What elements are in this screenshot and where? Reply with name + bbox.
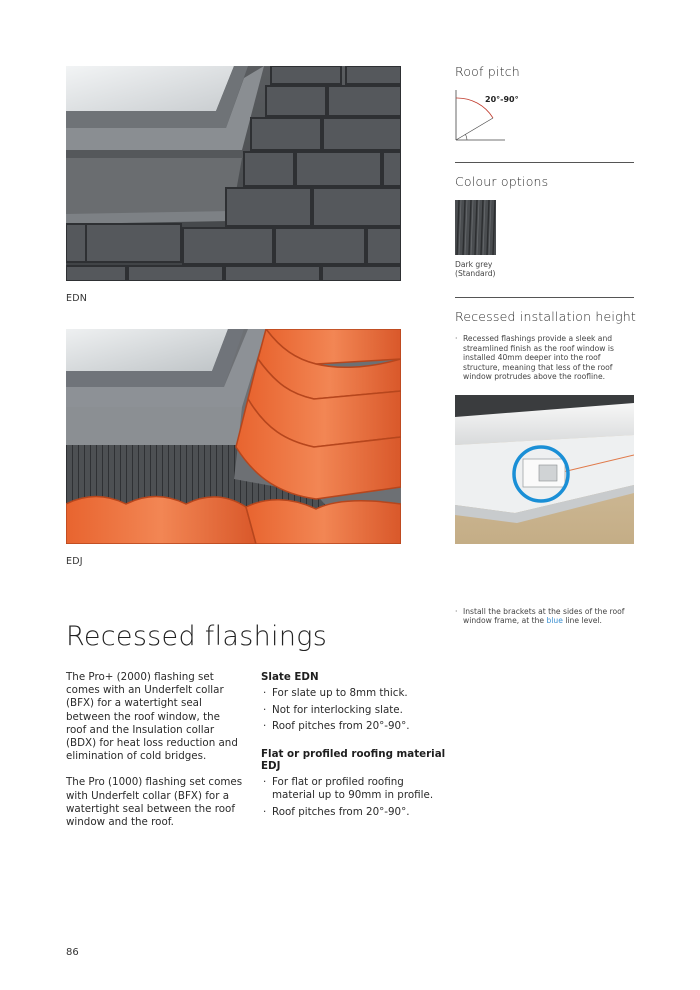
bracket-installation-photo xyxy=(455,395,634,544)
recessed-height-bullet: · Recessed flashings provide a sleek and streamlined finish as the roof window is installed 40mm deeper into the roof structure, meaning that less of the roof window protrudes above the roofline. xyxy=(455,334,621,382)
install-note xyxy=(455,607,633,626)
edj-tile-flashing-photo xyxy=(66,329,401,544)
roof-pitch-angle: 20°-90° xyxy=(485,95,519,104)
list-item: · For flat or profiled roofing material up to 90mm in profile. xyxy=(261,776,446,802)
list-item: · Roof pitches from 20°-90°. xyxy=(261,720,446,733)
edn-slate-flashing-photo xyxy=(66,66,401,281)
install-note-text-2: line level. xyxy=(562,616,602,625)
list-item: · Not for interlocking slate. xyxy=(261,704,446,717)
swatch-label-line1: Dark grey xyxy=(455,260,493,269)
pro-paragraph: The Pro (1000) flashing set comes with Underfelt collar (BFX) for a watertight seal between the roof window and the roof. xyxy=(66,776,243,829)
recessed-height-title: Recessed installation height xyxy=(455,309,637,324)
slate-edn-list xyxy=(261,687,446,734)
flat-edj-heading: Flat or profiled roofing material EDJ xyxy=(261,747,446,772)
list-item: · Roof pitches from 20°-90°. xyxy=(261,806,446,819)
flat-edj-list xyxy=(261,776,446,819)
roof-pitch-title: Roof pitch xyxy=(455,64,520,79)
edj-caption: EDJ xyxy=(66,556,83,567)
install-note-blue-word: blue xyxy=(546,616,563,625)
page-title: Recessed flashings xyxy=(66,621,328,652)
install-note-text-1: Install the brackets at the sides of the roof window frame, at the xyxy=(463,606,625,625)
specs-column xyxy=(261,671,446,822)
swatch-label-line2: (Standard) xyxy=(455,269,496,278)
pro-plus-paragraph: The Pro+ (2000) flashing set comes with an Underfelt collar (BFX) for a watertight seal between the roof window, the roof and the Insulation collar (BDX) for heat loss reduction and elimination of cold bridges. xyxy=(66,671,238,763)
colour-options-title: Colour options xyxy=(455,174,549,189)
divider-1 xyxy=(455,162,634,163)
edn-caption: EDN xyxy=(66,293,88,304)
divider-2 xyxy=(455,297,634,298)
list-item: · For slate up to 8mm thick. xyxy=(261,687,446,700)
slate-edn-heading: Slate EDN xyxy=(261,671,319,683)
intro-column xyxy=(66,671,243,829)
page-number: 86 xyxy=(66,947,79,958)
dark-grey-swatch xyxy=(455,200,496,255)
